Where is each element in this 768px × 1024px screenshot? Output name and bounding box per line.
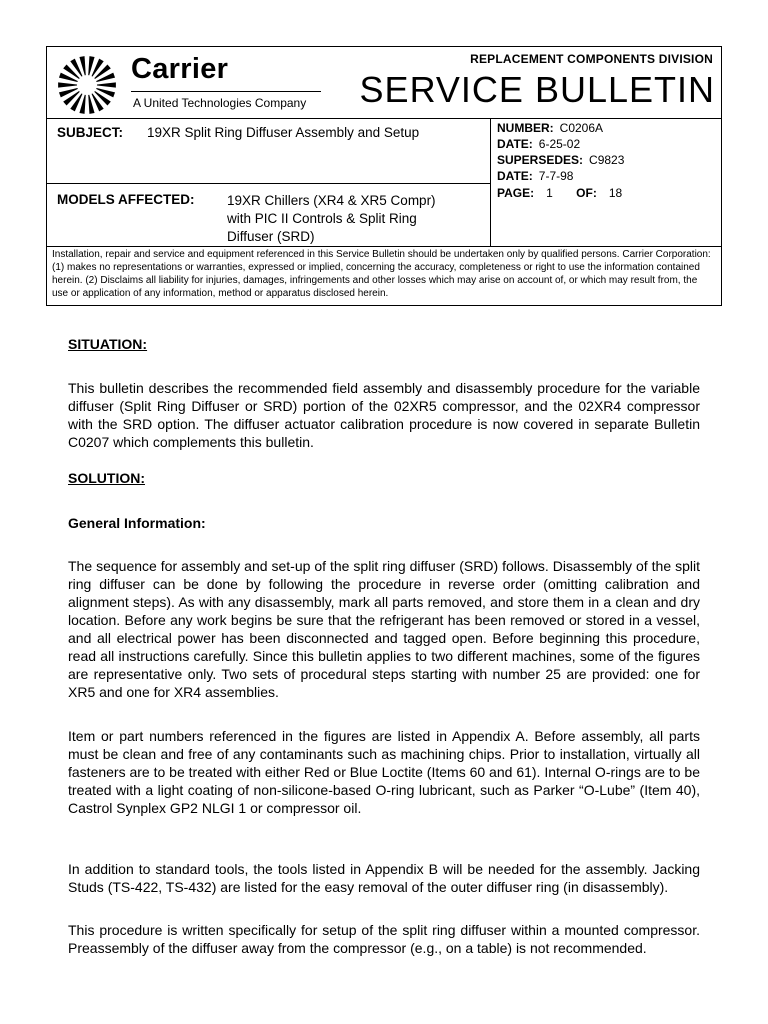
superseded-date-field bbox=[497, 169, 573, 183]
of-label: OF: bbox=[576, 186, 597, 200]
subject-models-column bbox=[47, 119, 491, 246]
date-label: DATE: bbox=[497, 137, 533, 151]
general-paragraph-4: This procedure is written specifically for setup of the split ring diffuser within a mounted compressor. Preassembly of the diffuser away from the compressor (e.g., on a table) is not recommended. bbox=[68, 922, 700, 956]
number-label: NUMBER: bbox=[497, 121, 554, 135]
carrier-logo-icon bbox=[57, 55, 117, 115]
page-value: 1 bbox=[546, 186, 553, 200]
number-value: C0206A bbox=[559, 121, 604, 135]
header-title-row bbox=[47, 47, 721, 119]
subject-cell bbox=[47, 119, 490, 184]
number-field bbox=[497, 121, 603, 135]
situation-heading: SITUATION: bbox=[68, 336, 148, 352]
division-label: REPLACEMENT COMPONENTS DIVISION bbox=[470, 52, 713, 66]
supersedes-value: C9823 bbox=[589, 153, 625, 167]
models-line-2: with PIC II Controls & Split Ring bbox=[227, 211, 417, 226]
brand-name: Carrier bbox=[131, 53, 229, 85]
general-information-heading: General Information: bbox=[68, 515, 206, 531]
brand-tagline: A United Technologies Company bbox=[133, 96, 307, 110]
date-value: 6-25-02 bbox=[538, 137, 581, 151]
supersedes-field bbox=[497, 153, 624, 167]
general-paragraph-1: The sequence for assembly and set-up of the split ring diffuser (SRD) follows. Disassembly of the split ring diffuser can be done by following the procedure in reverse order (omitting calibration and alignment steps). As with any disassembly, mark all parts removed, and store them in a clean and dry location. Before any work begins be sure that the refrigerant has been removed or stored in a vessel, and all electrical power has been disconnected and tagged open. Before beginning this procedure, read all instructions carefully. Since this bulletin applies to two different machines, some of the figures are representative only. Two sets of procedural steps starting with number 25 are provided: one for XR5 and one for XR4 assemblies. bbox=[68, 558, 700, 700]
general-paragraph-3: In addition to standard tools, the tools listed in Appendix B will be needed for the assembly. Jacking Studs (TS-422, TS-432) are listed for the easy removal of the outer diffuser ring (in disassembly). bbox=[68, 861, 700, 895]
header-info-row bbox=[47, 119, 721, 247]
date-field bbox=[497, 137, 580, 151]
subject-value: 19XR Split Ring Diffuser Assembly and Setup bbox=[147, 125, 420, 140]
page-label: PAGE: bbox=[497, 186, 535, 200]
page-field bbox=[497, 186, 622, 200]
logo-ray bbox=[96, 82, 116, 87]
bulletin-meta-column bbox=[491, 119, 721, 246]
subject-label: SUBJECT: bbox=[57, 125, 124, 140]
general-paragraph-2: Item or part numbers referenced in the figures are listed in Appendix A. Before assembly, all parts must be clean and free of any contaminants such as machining chips. Prior to installation, virtually all fasteners are to be treated with either Red or Blue Loctite (Items 60 and 61). Internal O-rings are to be treated with a light coating of non-silicone-based O-ring lubricant, such as Parker “O-Lube” (Item 40), Castrol Synplex GP2 NLGI 1 or compressor oil. bbox=[68, 728, 700, 816]
models-affected-label: MODELS AFFECTED: bbox=[57, 192, 195, 207]
models-affected-value bbox=[227, 192, 477, 246]
brand-rule bbox=[131, 91, 321, 92]
logo-ray bbox=[58, 82, 78, 87]
bulletin-header bbox=[46, 46, 722, 306]
models-line-1: 19XR Chillers (XR4 & XR5 Compr) bbox=[227, 193, 436, 208]
disclaimer-text: Installation, repair and service and equipment referenced in this Service Bulletin should be undertaken only by qualified persons. Carrier Corporation: (1) makes no representations or warranties, expressed or implied, concerning the accuracy, completeness or right to use the information contained herein. (2) Disclaims all liability for injuries, damages, infringements and other losses which may arise on account of, or which may result from, the use or application of any information, method or apparatus disclosed herein. bbox=[52, 249, 711, 299]
of-value: 18 bbox=[608, 186, 623, 200]
solution-heading: SOLUTION: bbox=[68, 470, 145, 486]
supersedes-label: SUPERSEDES: bbox=[497, 153, 584, 167]
situation-paragraph: This bulletin describes the recommended field assembly and disassembly procedure for the variable diffuser (Split Ring Diffuser or SRD) portion of the 02XR5 compressor, and the 02XR4 compressor with the SRD option. The diffuser actuator calibration procedure is now covered in separate Bulletin C0207 which complements this bulletin. bbox=[68, 380, 700, 450]
models-line-3: Diffuser (SRD) bbox=[227, 229, 315, 244]
superseded-date-label: DATE: bbox=[497, 169, 533, 183]
document-type-title: SERVICE BULLETIN bbox=[359, 69, 715, 110]
superseded-date-value: 7-7-98 bbox=[538, 169, 574, 183]
